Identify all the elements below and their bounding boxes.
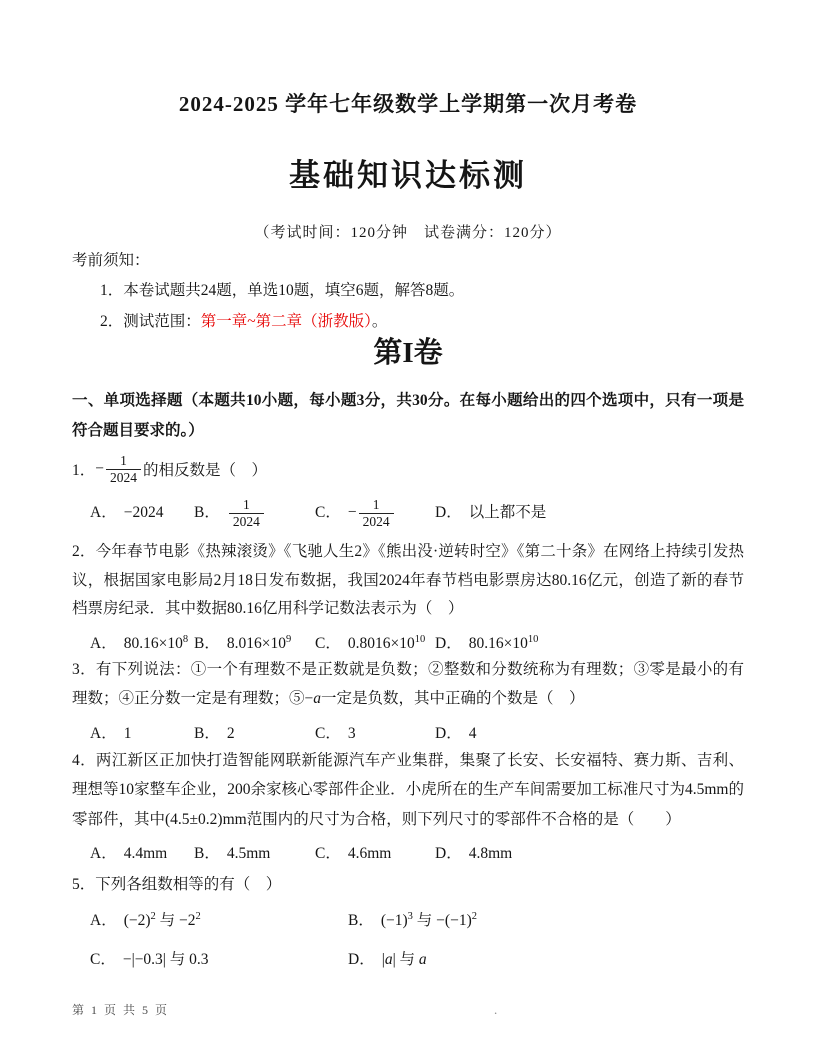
q1-option-b-fraction xyxy=(229,497,264,529)
exam-info: （考试时间：120分钟 试卷满分：120分） xyxy=(254,225,562,241)
q4-option-d-label: D． xyxy=(435,845,462,863)
q2-option-b-label: B． xyxy=(194,635,220,653)
question-4-options xyxy=(72,838,744,871)
q5-option-d-bar1: | xyxy=(381,950,385,968)
q1-fraction-numerator: 1 xyxy=(120,452,127,468)
q5-option-a-part1: (−2) xyxy=(123,912,151,930)
q4-option-b-label: B． xyxy=(194,845,220,863)
q3-stem-seg2: 一定是负数，其中正确的个数是（ ） xyxy=(321,690,585,708)
q5-option-d-variable1: a xyxy=(384,950,393,968)
q1-fraction xyxy=(106,453,141,485)
question-4 xyxy=(72,746,744,871)
q3-option-c-value: 3 xyxy=(347,724,356,742)
q2-option-b-base: 8.016×10 xyxy=(226,635,286,653)
q5-option-d-variable2: a xyxy=(418,950,427,968)
q3-option-c-label: C． xyxy=(315,724,341,742)
q5-option-c-label: C． xyxy=(90,950,116,968)
q5-option-b-label: B． xyxy=(348,912,374,930)
question-2-stem: 2．今年春节电影《热辣滚烫》《飞驰人生2》《熊出没·逆转时空》《第二十条》在网络上持续引发热议，根据国家电影局2月18日发布数据，我国2024年春节档电影票房达80.16亿元，创造了新的春节档票房纪录．其中数据80.16亿用科学记数法表示为（ ） xyxy=(72,543,744,618)
notice-section xyxy=(72,250,744,333)
q3-stem-variable: a xyxy=(313,690,321,708)
q3-option-d-label: D． xyxy=(435,724,462,742)
q1-option-b-label: B． xyxy=(194,503,220,521)
footer-page-number: 第 1 页 共 5 页 xyxy=(72,1003,170,1017)
q1-option-b-numerator: 1 xyxy=(242,497,250,512)
question-5-stem: 5．下列各组数相等的有（ ） xyxy=(72,876,282,893)
q4-option-c-value: 4.6mm xyxy=(347,845,392,863)
q2-option-c-label: C． xyxy=(315,635,341,653)
q3-option-d-value: 4 xyxy=(468,724,477,742)
q5-option-b xyxy=(348,905,744,938)
notice-2-scope-highlight: 第一章~第二章（浙教版） xyxy=(200,312,372,330)
q4-option-a xyxy=(90,838,194,871)
q4-option-c-label: C． xyxy=(315,845,341,863)
question-1-options xyxy=(72,496,744,530)
q3-option-b-value: 2 xyxy=(226,724,235,742)
q3-option-a-label: A． xyxy=(90,724,117,742)
q2-option-a-exponent: 8 xyxy=(182,633,189,645)
q3-stem-seg1: 3．有下列说法：①一个有理数不是正数就是负数；②整数和分数统称为有理数；③零是最小的有理数；④正分数一定是有理数；⑤− xyxy=(72,661,744,708)
q1-option-c-denominator: 2024 xyxy=(359,513,394,530)
q1-option-b xyxy=(194,496,315,530)
q1-stem-suffix: 的相反数是（ ） xyxy=(143,462,268,479)
q5-option-a xyxy=(90,905,348,938)
q1-option-a xyxy=(90,497,194,530)
question-5 xyxy=(72,870,744,977)
q4-option-a-value: 4.4mm xyxy=(123,845,168,863)
q2-option-c-base: 0.8016×10 xyxy=(347,635,415,653)
q3-option-b-label: B． xyxy=(194,724,220,742)
question-5-options-row-2 xyxy=(72,944,744,977)
q5-option-a-exp2: 2 xyxy=(195,911,201,923)
q2-option-d-base: 80.16×10 xyxy=(468,635,528,653)
part-heading: 第I卷 xyxy=(373,337,443,369)
q4-option-d-value: 4.8mm xyxy=(468,845,513,863)
q2-option-a-label: A． xyxy=(90,635,117,653)
q1-option-c-numerator: 1 xyxy=(372,497,380,512)
doc-title: 2024-2025 学年七年级数学上学期第一次月考卷 xyxy=(178,92,638,116)
question-5-options-row-1 xyxy=(72,905,744,938)
q2-option-c-exponent: 10 xyxy=(414,633,426,645)
question-4-stem: 4．两江新区正加快打造智能网联新能源汽车产业集群，集聚了长安、长安福特、赛力斯、吉利、理想等10家整车企业，200余家核心零部件企业．小虎所在的生产车间需要加工标准尺寸为4.5mm的零部件，其中(4.5±0.2)mm范围内的尺寸为合格，则下列尺寸的零部件不合格的是（ ） xyxy=(72,752,744,828)
q5-option-a-part2: 与 −2 xyxy=(155,912,196,930)
question-1 xyxy=(72,446,744,530)
q1-option-c xyxy=(315,496,435,530)
q2-option-d-exponent: 10 xyxy=(527,633,539,645)
question-3-stem xyxy=(72,655,744,714)
q5-option-d-label: D． xyxy=(348,950,375,968)
q5-option-a-exp1: 2 xyxy=(150,911,156,923)
q1-option-d xyxy=(435,497,744,530)
q5-option-c xyxy=(90,944,348,977)
question-1-stem xyxy=(72,446,744,492)
notice-2-suffix: 。 xyxy=(371,312,388,330)
q4-option-d xyxy=(435,838,744,871)
q1-option-c-label: C． xyxy=(315,503,341,521)
doc-subtitle: 基础知识达标测 xyxy=(289,158,527,193)
q1-minus: − xyxy=(95,460,105,477)
q1-option-a-label: A． xyxy=(90,503,117,521)
q1-option-d-label: D． xyxy=(435,503,462,521)
notice-2-prefix: 2．测试范围： xyxy=(100,312,201,330)
section-heading: 一、单项选择题（本题共10小题，每小题3分，共30分。在每小题给出的四个选项中，只有一项是符合题目要求的。） xyxy=(72,392,744,440)
q1-number: 1． xyxy=(72,462,96,479)
q1-option-b-denominator: 2024 xyxy=(229,513,264,530)
q5-option-d xyxy=(348,944,744,977)
q5-option-d-bar2: | 与 xyxy=(392,950,419,968)
q5-option-c-value: −|−0.3| 与 0.3 xyxy=(122,950,209,968)
q1-option-d-value: 以上都不是 xyxy=(468,503,547,521)
q4-option-c xyxy=(315,838,435,871)
q1-option-a-value: −2024 xyxy=(123,503,164,521)
q1-fraction-denominator: 2024 xyxy=(106,469,141,486)
q5-option-b-part1: (−1) xyxy=(380,912,408,930)
q5-option-b-exp1: 3 xyxy=(407,911,413,923)
footer-dot: . xyxy=(494,1002,498,1017)
q1-option-c-fraction xyxy=(359,497,394,529)
notice-heading: 考前须知： xyxy=(72,252,150,269)
q5-option-b-part2: 与 −(−1) xyxy=(412,912,472,930)
notice-item-1: 1．本卷试题共24题，单选10题，填空6题，解答8题。 xyxy=(100,282,465,300)
q4-option-a-label: A． xyxy=(90,845,117,863)
q2-option-b-exponent: 9 xyxy=(285,633,292,645)
q4-option-b-value: 4.5mm xyxy=(226,845,271,863)
q2-option-a-base: 80.16×10 xyxy=(123,635,183,653)
q4-option-b xyxy=(194,838,315,871)
q2-option-d-label: D． xyxy=(435,635,462,653)
q3-option-a-value: 1 xyxy=(123,724,132,742)
q5-option-b-exp2: 2 xyxy=(471,911,477,923)
question-2 xyxy=(72,538,744,661)
question-3 xyxy=(72,655,744,750)
q5-option-a-label: A． xyxy=(90,912,117,930)
q1-option-c-minus: − xyxy=(347,503,357,521)
